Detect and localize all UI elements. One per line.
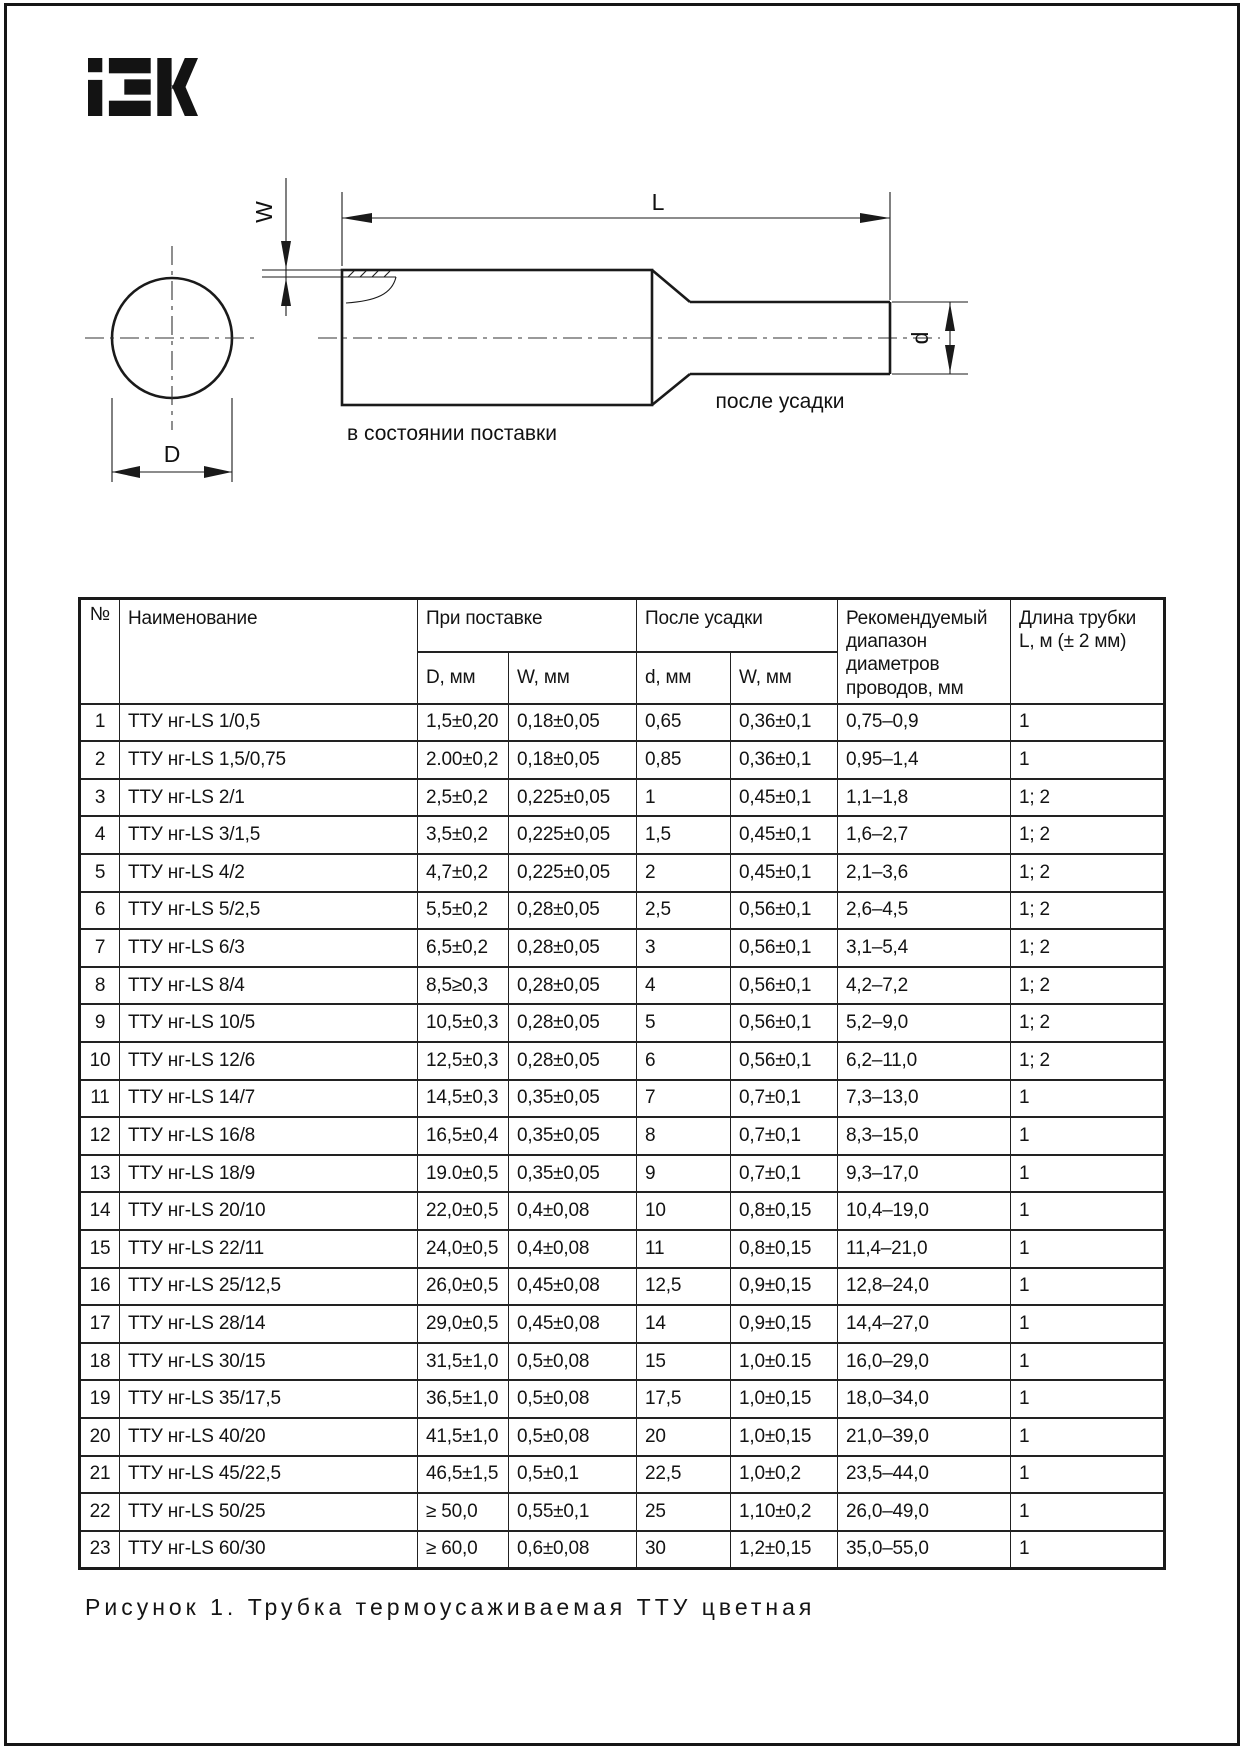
cell-supplied-d: 12,5±0,3 [418, 1042, 509, 1080]
dim-arrow-left [112, 466, 140, 478]
cell-wire-range: 7,3–13,0 [838, 1080, 1011, 1118]
dim-label-d-small: d [907, 331, 933, 345]
cell-supplied-w: 0,225±0,05 [509, 816, 637, 854]
cell-supplied-w: 0,45±0,08 [509, 1305, 637, 1343]
cell-num: 20 [80, 1418, 120, 1456]
cell-supplied-w: 0,28±0,05 [509, 892, 637, 930]
cell-after-w: 0,7±0,1 [731, 1155, 838, 1193]
table-row [80, 854, 1165, 892]
cell-num: 9 [80, 1004, 120, 1042]
cell-num: 21 [80, 1456, 120, 1494]
cell-after-w: 1,0±0.15 [731, 1343, 838, 1381]
cell-supplied-w: 0,28±0,05 [509, 1004, 637, 1042]
cell-name: ТТУ нг-LS 16/8 [120, 1117, 418, 1155]
cell-num: 17 [80, 1305, 120, 1343]
cell-tube-length: 1; 2 [1011, 892, 1165, 930]
table-row [80, 1042, 1165, 1080]
cell-after-w: 0,45±0,1 [731, 854, 838, 892]
cell-num: 22 [80, 1493, 120, 1531]
cell-tube-length: 1 [1011, 1456, 1165, 1494]
cell-name: ТТУ нг-LS 30/15 [120, 1343, 418, 1381]
cell-after-d: 11 [637, 1230, 731, 1268]
cell-after-d: 1,5 [637, 816, 731, 854]
cell-supplied-w: 0,225±0,05 [509, 779, 637, 817]
header-wire-range: Рекомендуемый диапазон диаметров проводов, мм [838, 599, 1011, 704]
cell-supplied-w: 0,35±0,05 [509, 1155, 637, 1193]
table-row [80, 1305, 1165, 1343]
table-row [80, 779, 1165, 817]
cell-after-d: 3 [637, 929, 731, 967]
cell-num: 6 [80, 892, 120, 930]
cell-wire-range: 16,0–29,0 [838, 1343, 1011, 1381]
spec-table [78, 597, 1166, 1570]
cell-after-w: 0,8±0,15 [731, 1192, 838, 1230]
cell-tube-length: 1 [1011, 1268, 1165, 1306]
cell-tube-length: 1 [1011, 1343, 1165, 1381]
cell-tube-length: 1; 2 [1011, 1042, 1165, 1080]
cell-wire-range: 23,5–44,0 [838, 1456, 1011, 1494]
table-row [80, 1493, 1165, 1531]
cell-supplied-d: 10,5±0,3 [418, 1004, 509, 1042]
cell-supplied-d: 26,0±0,5 [418, 1268, 509, 1306]
cell-name: ТТУ нг-LS 25/12,5 [120, 1268, 418, 1306]
table-row [80, 1230, 1165, 1268]
cell-after-w: 0,45±0,1 [731, 816, 838, 854]
cell-tube-length: 1 [1011, 704, 1165, 742]
cell-after-d: 2 [637, 854, 731, 892]
cell-name: ТТУ нг-LS 12/6 [120, 1042, 418, 1080]
cell-supplied-w: 0,28±0,05 [509, 967, 637, 1005]
cell-supplied-w: 0,55±0,1 [509, 1493, 637, 1531]
cell-after-w: 0,36±0,1 [731, 704, 838, 742]
cell-num: 5 [80, 854, 120, 892]
cell-wire-range: 35,0–55,0 [838, 1531, 1011, 1569]
cell-supplied-w: 0,35±0,05 [509, 1080, 637, 1118]
cell-num: 18 [80, 1343, 120, 1381]
cell-wire-range: 3,1–5,4 [838, 929, 1011, 967]
header-after-w: W, мм [731, 652, 838, 704]
cell-after-d: 20 [637, 1418, 731, 1456]
cell-after-d: 7 [637, 1080, 731, 1118]
dim-arrow-right [204, 466, 232, 478]
cell-num: 13 [80, 1155, 120, 1193]
cell-after-d: 2,5 [637, 892, 731, 930]
cell-after-d: 9 [637, 1155, 731, 1193]
cell-supplied-w: 0,18±0,05 [509, 704, 637, 742]
cell-num: 23 [80, 1531, 120, 1569]
cell-supplied-d: 46,5±1,5 [418, 1456, 509, 1494]
cell-name: ТТУ нг-LS 22/11 [120, 1230, 418, 1268]
table-row [80, 967, 1165, 1005]
cell-wire-range: 2,1–3,6 [838, 854, 1011, 892]
cell-supplied-d: 22,0±0,5 [418, 1192, 509, 1230]
cell-wire-range: 10,4–19,0 [838, 1192, 1011, 1230]
cell-num: 10 [80, 1042, 120, 1080]
cell-tube-length: 1 [1011, 1305, 1165, 1343]
cell-after-w: 0,7±0,1 [731, 1080, 838, 1118]
cell-tube-length: 1 [1011, 741, 1165, 779]
cell-after-d: 5 [637, 1004, 731, 1042]
cell-wire-range: 26,0–49,0 [838, 1493, 1011, 1531]
cell-after-d: 14 [637, 1305, 731, 1343]
cell-supplied-w: 0,45±0,08 [509, 1268, 637, 1306]
cell-supplied-w: 0,28±0,05 [509, 929, 637, 967]
cell-supplied-w: 0,5±0,08 [509, 1418, 637, 1456]
cell-num: 8 [80, 967, 120, 1005]
cell-tube-length: 1 [1011, 1230, 1165, 1268]
table-row [80, 892, 1165, 930]
cell-supplied-w: 0,35±0,05 [509, 1117, 637, 1155]
header-name: Наименование [120, 599, 418, 704]
cell-after-d: 0,85 [637, 741, 731, 779]
spec-table-header [80, 599, 1165, 704]
cell-num: 1 [80, 704, 120, 742]
cell-num: 16 [80, 1268, 120, 1306]
cell-num: 15 [80, 1230, 120, 1268]
header-supplied-group: При поставке [418, 599, 637, 652]
cell-num: 4 [80, 816, 120, 854]
taper-top [652, 270, 690, 302]
dim-label-l: L [651, 189, 665, 215]
cell-tube-length: 1; 2 [1011, 967, 1165, 1005]
table-row [80, 1117, 1165, 1155]
wall-break-curve [346, 277, 396, 303]
cell-after-d: 6 [637, 1042, 731, 1080]
cell-name: ТТУ нг-LS 45/22,5 [120, 1456, 418, 1494]
cell-num: 12 [80, 1117, 120, 1155]
table-row [80, 1004, 1165, 1042]
cell-supplied-d: 29,0±0,5 [418, 1305, 509, 1343]
table-row [80, 704, 1165, 742]
cell-wire-range: 12,8–24,0 [838, 1268, 1011, 1306]
dim-arrow-right [860, 213, 890, 223]
table-row [80, 816, 1165, 854]
label-supplied-state: в состоянии поставки [347, 422, 557, 445]
cell-supplied-d: 6,5±0,2 [418, 929, 509, 967]
cell-name: ТТУ нг-LS 4/2 [120, 854, 418, 892]
cell-after-w: 1,10±0,2 [731, 1493, 838, 1531]
cell-name: ТТУ нг-LS 10/5 [120, 1004, 418, 1042]
dim-label-d-big: D [163, 441, 181, 467]
cell-name: ТТУ нг-LS 50/25 [120, 1493, 418, 1531]
cell-wire-range: 18,0–34,0 [838, 1380, 1011, 1418]
technical-drawing [60, 150, 1010, 495]
cell-name: ТТУ нг-LS 18/9 [120, 1155, 418, 1193]
cell-wire-range: 4,2–7,2 [838, 967, 1011, 1005]
cell-supplied-w: 0,6±0,08 [509, 1531, 637, 1569]
cell-name: ТТУ нг-LS 3/1,5 [120, 816, 418, 854]
cell-tube-length: 1; 2 [1011, 1004, 1165, 1042]
cell-wire-range: 1,1–1,8 [838, 779, 1011, 817]
cell-after-w: 0,56±0,1 [731, 892, 838, 930]
cell-tube-length: 1; 2 [1011, 816, 1165, 854]
cell-after-d: 25 [637, 1493, 731, 1531]
cell-supplied-w: 0,225±0,05 [509, 854, 637, 892]
cell-after-w: 0,36±0,1 [731, 741, 838, 779]
table-row [80, 741, 1165, 779]
cell-tube-length: 1 [1011, 1192, 1165, 1230]
cell-supplied-d: 24,0±0,5 [418, 1230, 509, 1268]
cell-supplied-d: 14,5±0,3 [418, 1080, 509, 1118]
cell-supplied-w: 0,5±0,08 [509, 1380, 637, 1418]
iek-logo [88, 58, 198, 116]
cell-after-w: 0,9±0,15 [731, 1268, 838, 1306]
cell-tube-length: 1 [1011, 1531, 1165, 1569]
cell-name: ТТУ нг-LS 2/1 [120, 779, 418, 817]
spec-table-body [80, 704, 1165, 1569]
cell-after-d: 17,5 [637, 1380, 731, 1418]
cell-name: ТТУ нг-LS 14/7 [120, 1080, 418, 1118]
cell-after-w: 1,0±0,15 [731, 1380, 838, 1418]
cell-after-d: 10 [637, 1192, 731, 1230]
cell-after-d: 15 [637, 1343, 731, 1381]
cell-name: ТТУ нг-LS 60/30 [120, 1531, 418, 1569]
cell-supplied-d: 41,5±1,0 [418, 1418, 509, 1456]
cell-name: ТТУ нг-LS 35/17,5 [120, 1380, 418, 1418]
table-row [80, 1192, 1165, 1230]
cell-after-w: 0,56±0,1 [731, 929, 838, 967]
dim-arrow-down [945, 345, 955, 373]
cell-supplied-d: 3,5±0,2 [418, 816, 509, 854]
cell-num: 7 [80, 929, 120, 967]
cell-supplied-d: 5,5±0,2 [418, 892, 509, 930]
cell-after-d: 1 [637, 779, 731, 817]
cell-supplied-d: 2.00±0,2 [418, 741, 509, 779]
dim-arrow-left [342, 213, 372, 223]
cell-wire-range: 1,6–2,7 [838, 816, 1011, 854]
cell-name: ТТУ нг-LS 28/14 [120, 1305, 418, 1343]
cell-wire-range: 14,4–27,0 [838, 1305, 1011, 1343]
cell-after-w: 0,56±0,1 [731, 967, 838, 1005]
cell-tube-length: 1; 2 [1011, 854, 1165, 892]
cell-after-d: 0,65 [637, 704, 731, 742]
cell-name: ТТУ нг-LS 8/4 [120, 967, 418, 1005]
cell-supplied-d: ≥ 60,0 [418, 1531, 509, 1569]
table-row [80, 1268, 1165, 1306]
cell-wire-range: 0,95–1,4 [838, 741, 1011, 779]
cell-num: 14 [80, 1192, 120, 1230]
cell-after-w: 0,7±0,1 [731, 1117, 838, 1155]
table-row [80, 1418, 1165, 1456]
cell-after-d: 12,5 [637, 1268, 731, 1306]
cell-tube-length: 1 [1011, 1493, 1165, 1531]
cell-after-w: 0,56±0,1 [731, 1042, 838, 1080]
cell-tube-length: 1; 2 [1011, 779, 1165, 817]
cell-supplied-w: 0,18±0,05 [509, 741, 637, 779]
cell-wire-range: 2,6–4,5 [838, 892, 1011, 930]
dim-arrow-up [945, 303, 955, 331]
cell-name: ТТУ нг-LS 40/20 [120, 1418, 418, 1456]
cell-supplied-d: 31,5±1,0 [418, 1343, 509, 1381]
cell-num: 19 [80, 1380, 120, 1418]
cell-supplied-w: 0,4±0,08 [509, 1192, 637, 1230]
header-after-group: После усадки [637, 599, 838, 652]
cell-supplied-d: 4,7±0,2 [418, 854, 509, 892]
cell-name: ТТУ нг-LS 20/10 [120, 1192, 418, 1230]
cell-name: ТТУ нг-LS 5/2,5 [120, 892, 418, 930]
cell-wire-range: 8,3–15,0 [838, 1117, 1011, 1155]
table-row [80, 1380, 1165, 1418]
header-supplied-w: W, мм [509, 652, 637, 704]
table-row [80, 1456, 1165, 1494]
header-num: № [80, 599, 120, 704]
cell-wire-range: 11,4–21,0 [838, 1230, 1011, 1268]
cell-num: 3 [80, 779, 120, 817]
cell-supplied-d: 19.0±0,5 [418, 1155, 509, 1193]
cell-supplied-d: 36,5±1,0 [418, 1380, 509, 1418]
cell-tube-length: 1 [1011, 1155, 1165, 1193]
cell-wire-range: 0,75–0,9 [838, 704, 1011, 742]
cell-after-w: 0,45±0,1 [731, 779, 838, 817]
cell-wire-range: 5,2–9,0 [838, 1004, 1011, 1042]
figure-caption: Рисунок 1. Трубка термоусаживаемая ТТУ цветная [85, 1594, 816, 1620]
cell-wire-range: 9,3–17,0 [838, 1155, 1011, 1193]
cell-supplied-d: ≥ 50,0 [418, 1493, 509, 1531]
cell-supplied-d: 16,5±0,4 [418, 1117, 509, 1155]
cell-supplied-w: 0,5±0,1 [509, 1456, 637, 1494]
cell-after-d: 4 [637, 967, 731, 1005]
cell-tube-length: 1 [1011, 1080, 1165, 1118]
cell-after-w: 0,56±0,1 [731, 1004, 838, 1042]
cell-num: 2 [80, 741, 120, 779]
cell-name: ТТУ нг-LS 6/3 [120, 929, 418, 967]
dim-arrow-down [281, 241, 291, 269]
table-row [80, 1080, 1165, 1118]
cell-supplied-w: 0,28±0,05 [509, 1042, 637, 1080]
dim-arrow-up [281, 278, 291, 306]
cell-supplied-w: 0,5±0,08 [509, 1343, 637, 1381]
cell-tube-length: 1 [1011, 1117, 1165, 1155]
cell-after-d: 22,5 [637, 1456, 731, 1494]
cell-after-w: 0,8±0,15 [731, 1230, 838, 1268]
table-row [80, 1155, 1165, 1193]
dim-label-w: W [251, 201, 277, 223]
cell-after-w: 1,2±0,15 [731, 1531, 838, 1569]
taper-bottom [652, 374, 690, 405]
cell-after-w: 1,0±0,15 [731, 1418, 838, 1456]
cell-tube-length: 1 [1011, 1380, 1165, 1418]
header-supplied-d: D, мм [418, 652, 509, 704]
cell-num: 11 [80, 1080, 120, 1118]
cell-wire-range: 6,2–11,0 [838, 1042, 1011, 1080]
table-row [80, 1531, 1165, 1569]
cell-supplied-d: 1,5±0,20 [418, 704, 509, 742]
header-after-d: d, мм [637, 652, 731, 704]
cell-name: ТТУ нг-LS 1,5/0,75 [120, 741, 418, 779]
cell-supplied-d: 2,5±0,2 [418, 779, 509, 817]
cell-tube-length: 1; 2 [1011, 929, 1165, 967]
cell-after-d: 8 [637, 1117, 731, 1155]
cell-after-d: 30 [637, 1531, 731, 1569]
cell-after-w: 1,0±0,2 [731, 1456, 838, 1494]
cell-supplied-d: 8,5≥0,3 [418, 967, 509, 1005]
cell-supplied-w: 0,4±0,08 [509, 1230, 637, 1268]
header-tube-length: Длина трубки L, м (± 2 мм) [1011, 599, 1165, 704]
cell-wire-range: 21,0–39,0 [838, 1418, 1011, 1456]
label-after-shrink: после усадки [715, 390, 845, 413]
cell-after-w: 0,9±0,15 [731, 1305, 838, 1343]
table-row [80, 929, 1165, 967]
table-row [80, 1343, 1165, 1381]
cell-name: ТТУ нг-LS 1/0,5 [120, 704, 418, 742]
cell-tube-length: 1 [1011, 1418, 1165, 1456]
